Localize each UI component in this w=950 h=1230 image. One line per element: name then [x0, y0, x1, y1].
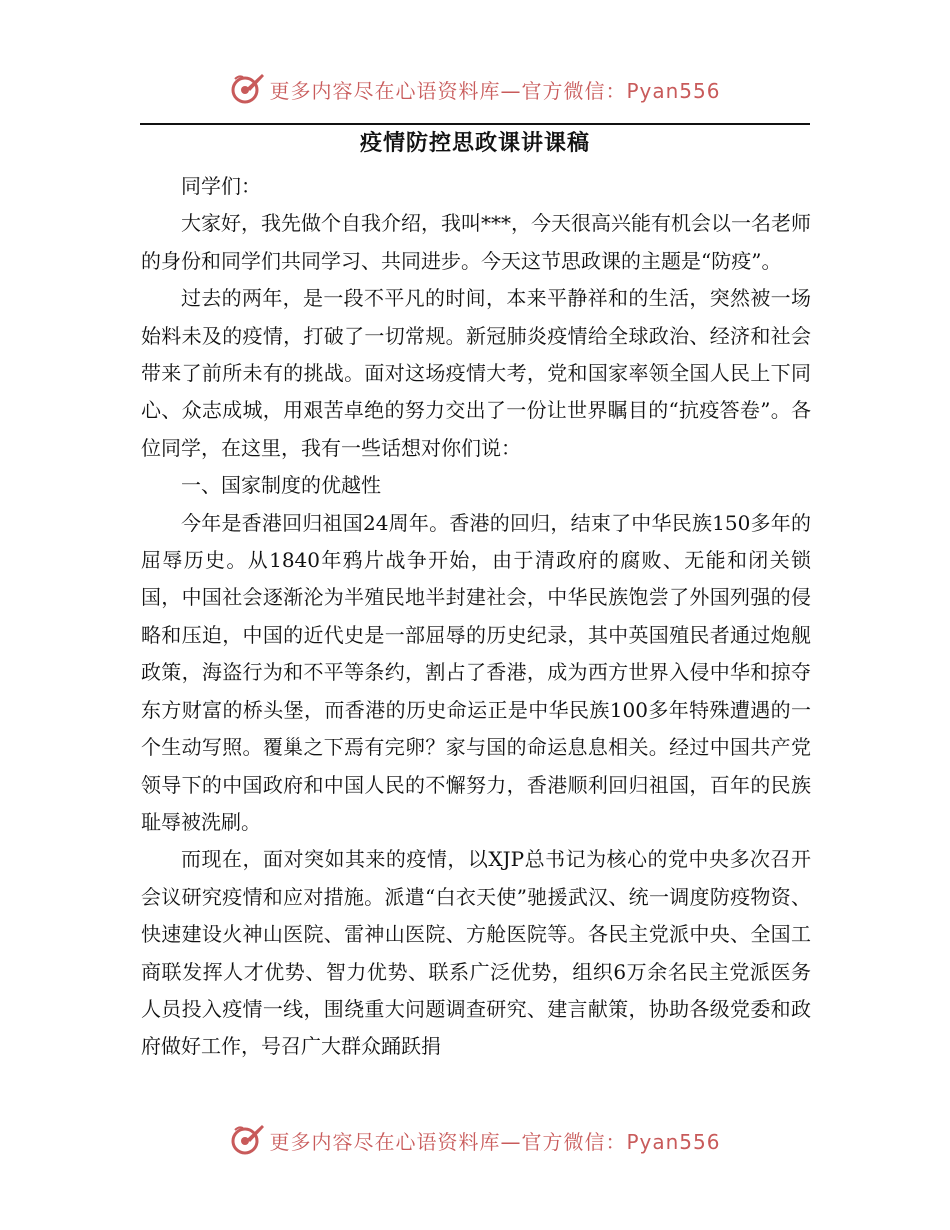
- section-heading: 一、国家制度的优越性: [181, 473, 381, 498]
- pen-logo-icon: [229, 71, 265, 107]
- footer-banner-text: 更多内容尽在心语资料库—官方微信：Pyan556: [269, 1129, 721, 1154]
- paragraph-context: 过去的两年，是一段不平凡的时间，本来平静祥和的生活，突然被一场始料未及的疫情，打破了一切常规。新冠肺炎疫情给全球政治、经济和社会带来了前所未有的挑战。面对这场疫情大考，党和国家率领全国人民上下同心、众志成城，用艰苦卓绝的努力交出了一份让世界瞩目的“抗疫答卷”。各位同学，在这里，我有一些话想对你们说：: [141, 286, 811, 460]
- document-body: [141, 168, 811, 1066]
- paragraph-hongkong: 今年是香港回归祖国24周年。香港的回归，结束了中华民族150多年的屈辱历史。从1840年鸦片战争开始，由于清政府的腐败、无能和闭关锁国，中国社会逐渐沦为半殖民地半封建社会，中华民族饱尝了外国列强的侵略和压迫，中国的近代史是一部屈辱的历史纪录，其中英国殖民者通过炮舰政策，海盗行为和不平等条约，割占了香港，成为西方世界入侵中华和掠夺东方财富的桥头堡，而香港的历史命运正是中华民族100多年特殊遭遇的一个生动写照。覆巢之下焉有完卵？家与国的命运息息相关。经过中国共产党领导下的中国政府和中国人民的不懈努力，香港顺利回归祖国，百年的民族耻辱被洗刷。: [141, 510, 811, 834]
- paragraph-greeting: 同学们：: [181, 174, 261, 198]
- paragraph-intro: 大家好，我先做个自我介绍，我叫***，今天很高兴能有机会以一名老师的身份和同学们共同学习、共同进步。今天这节思政课的主题是“防疫”。: [141, 211, 811, 273]
- pen-logo-icon: [229, 1122, 265, 1158]
- header-banner-text: 更多内容尽在心语资料库—官方微信：Pyan556: [269, 78, 721, 103]
- paragraph-epidemic: 而现在，面对突如其来的疫情，以XJP总书记为核心的党中央多次召开会议研究疫情和应对措施。派遣“白衣天使”驰援武汉、统一调度防疫物资、快速建设火神山医院、雷神山医院、方舱医院等。各民主党派中央、全国工商联发挥人才优势、智力优势、联系广泛优势，组织6万余名民主党派医务人员投入疫情一线，围绕重大问题调查研究、建言献策，协助各级党委和政府做好工作，号召广大群众踊跃捐: [141, 847, 811, 1059]
- footer-banner: [0, 1118, 950, 1162]
- document-title: 疫情防控思政课讲课稿: [359, 130, 590, 156]
- header-rule: [140, 123, 810, 125]
- header-banner: [0, 67, 950, 111]
